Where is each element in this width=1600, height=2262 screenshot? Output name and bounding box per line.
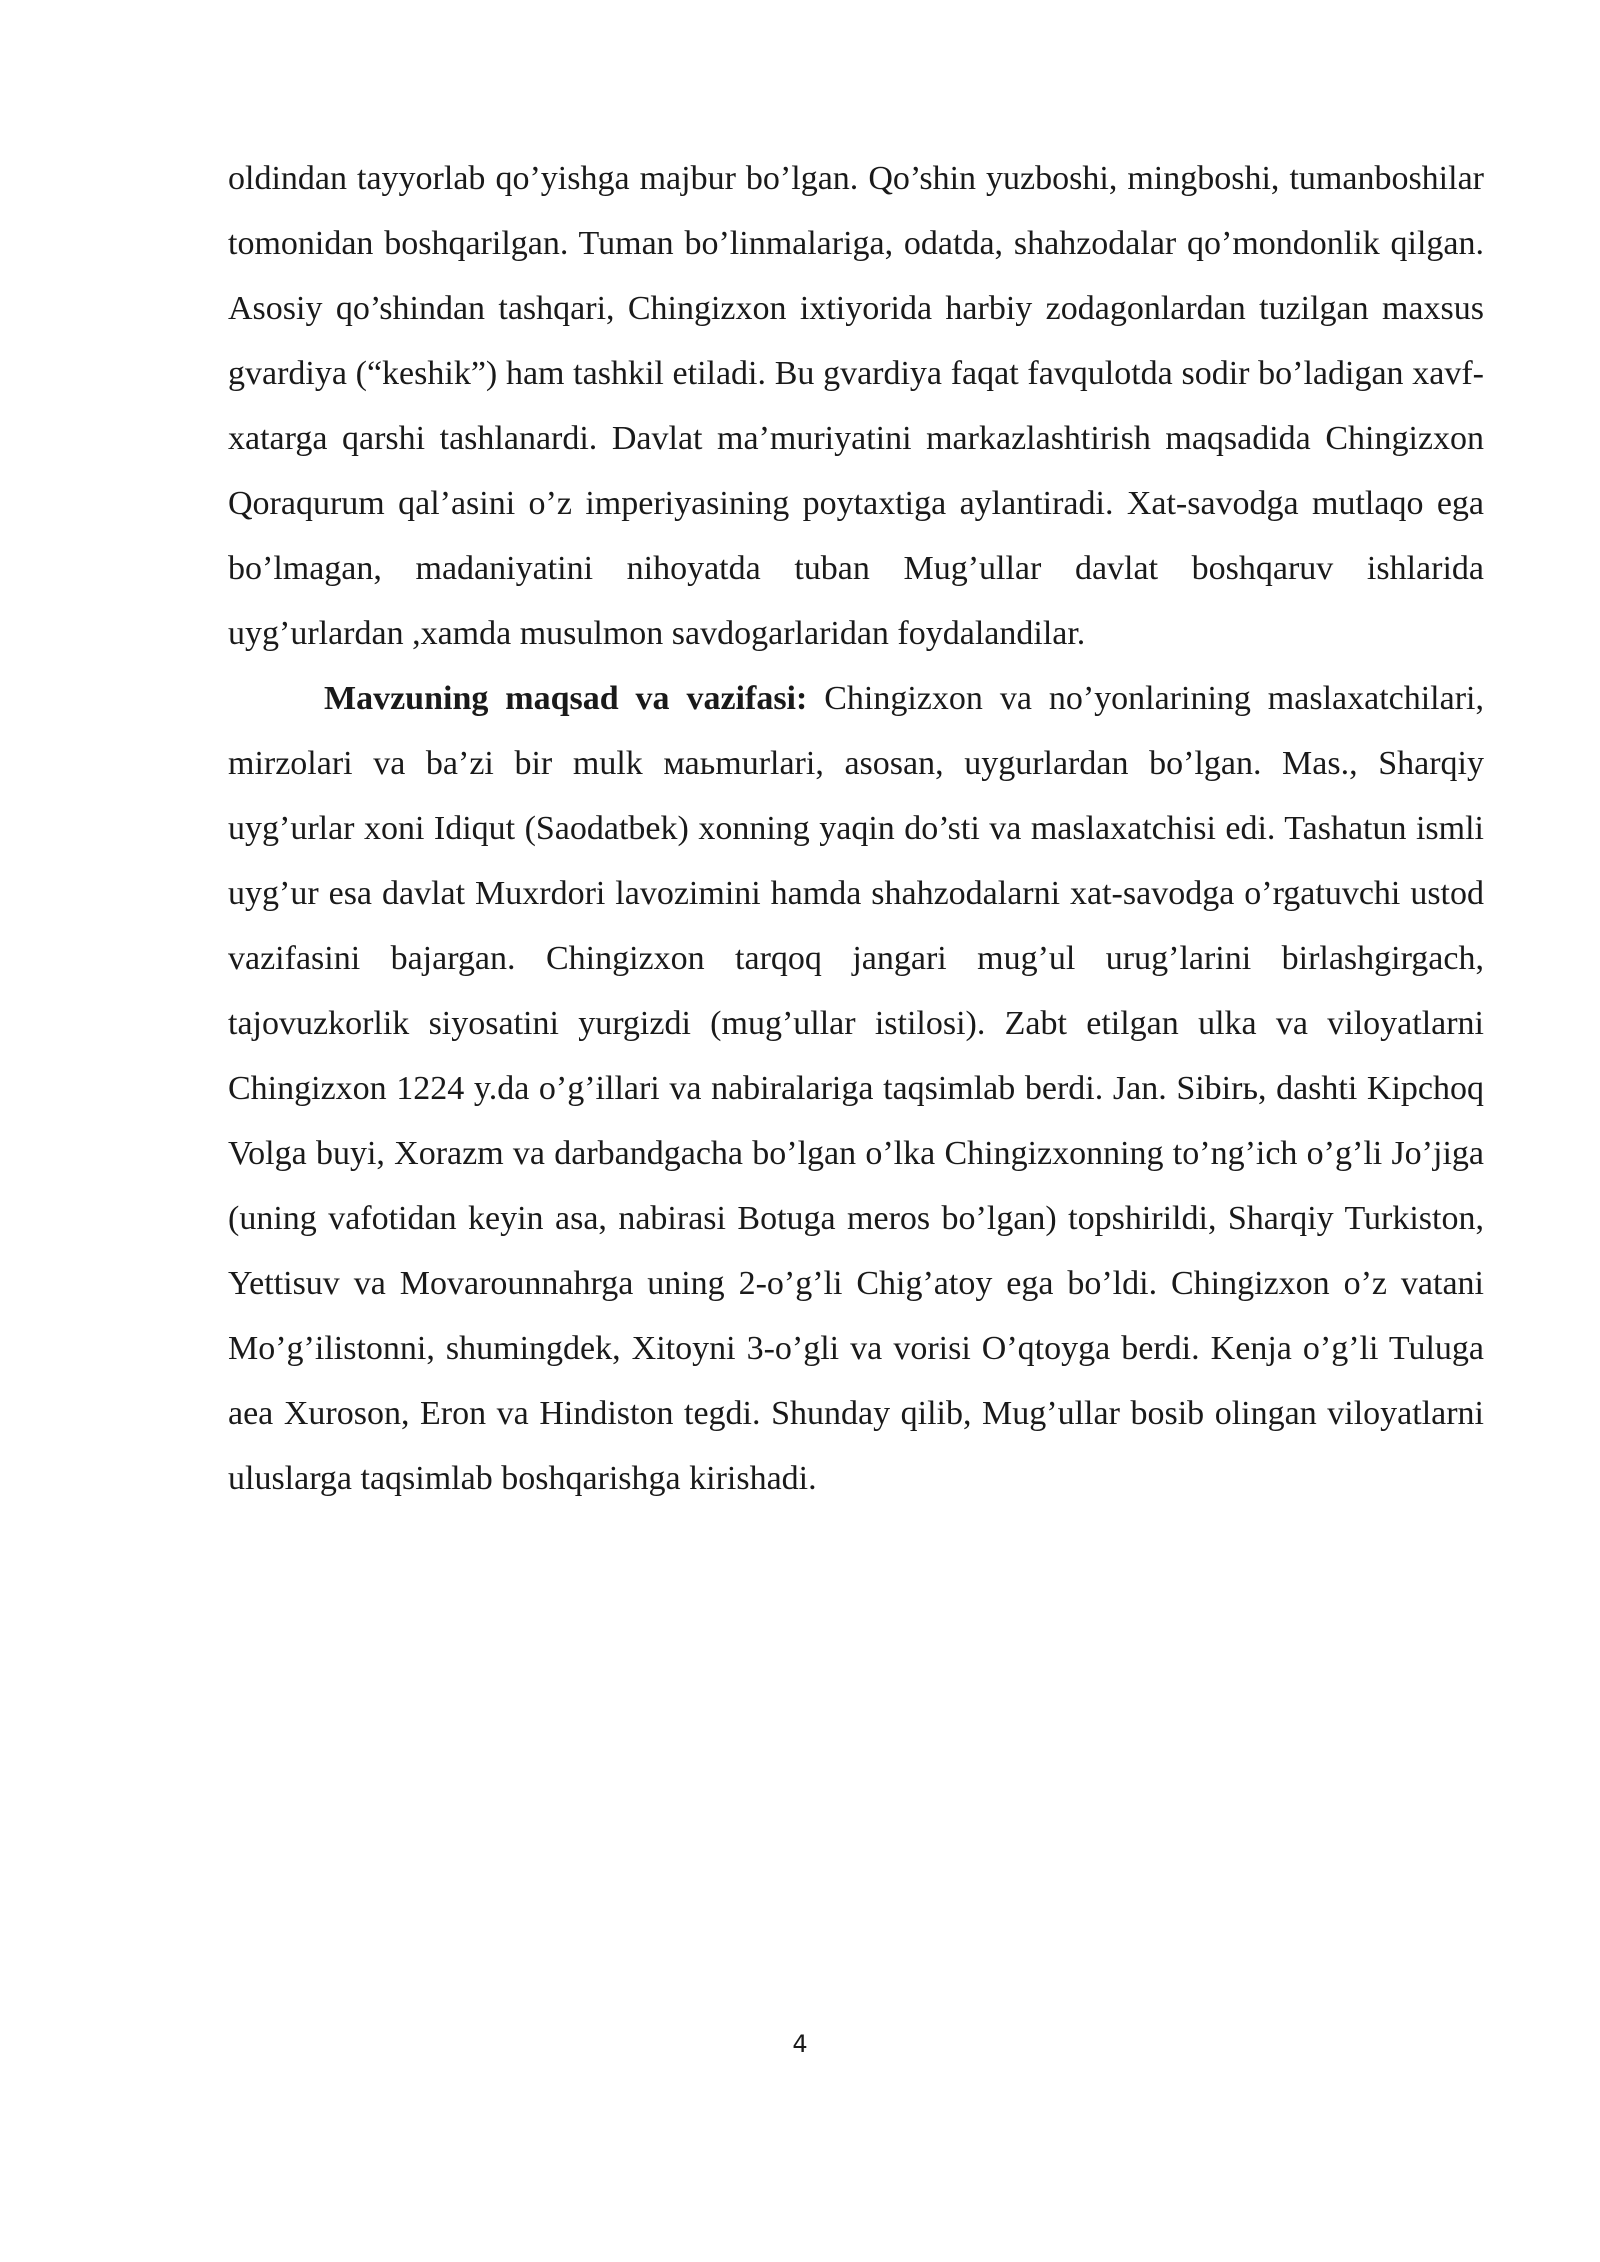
- body-paragraph-2: [228, 666, 1484, 1511]
- section-heading-inline: Mavzuning maqsad va vazifasi:: [324, 680, 808, 717]
- page-number: 4: [792, 2030, 808, 2058]
- body-paragraph-2-text: Chingizxon va no’yonlarining maslaxatchilari, mirzolari va ba’zi bir mulk маьmurlari, asosan, uygurlardan bo’lgan. Mas., Sharqiy uyg’urlar xoni Idiqut (Saodatbek) xonning yaqin do’sti va maslaxatchisi edi. Tashatun ismli uyg’ur esa davlat Muxrdori lavozimini hamda shahzodalarni xat-savodga o’rgatuvchi ustod vazifasini bajargan. Chingizxon tarqoq jangari mug’ul urug’larini birlashgirgach, tajovuzkorlik siyosatini yurgizdi (mug’ullar istilosi). Zabt etilgan ulka va viloyatlarni Chingizxon 1224 y.da o’g’illari va nabiralariga taqsimlab berdi. Jan. Sibirь, dashti Kipchoq Volga buyi, Xorazm va darbandgacha bo’lgan o’lka Chingizxonning to’ng’ich o’g’li Jo’jiga (uning vafotidan keyin asa, nabirasi Botuga meros bo’lgan) topshirildi, Sharqiy Turkiston, Yettisuv va Movarounnahrga uning 2-o’g’li Chig’atoy ega bo’ldi. Chingizxon o’z vatani Mo’g’ilistonni, shumingdek, Xitoyni 3-o’gli va vorisi O’qtoyga berdi. Kenja o’g’li Tuluga aea Xuroson, Eron va Hindiston tegdi. Shunday qilib, Mug’ullar bosib olingan viloyatlarni uluslarga taqsimlab boshqarishga kirishadi.: [228, 680, 1484, 1497]
- body-paragraph-1: oldindan tayyorlab qo’yishga majbur bo’lgan. Qo’shin yuzboshi, mingboshi, tumanboshilar tomonidan boshqarilgan. Tuman bo’linmalariga, odatda, shahzodalar qo’mondonlik qilgan. Asosiy qo’shindan tashqari, Chingizxon ixtiyorida harbiy zodagonlardan tuzilgan maxsus gvardiya (“keshik”) ham tashkil etiladi. Bu gvardiya faqat favqulotda sodir bo’ladigan xavf-xatarga qarshi tashlanardi. Davlat ma’muriyatini markazlashtirish maqsadida Chingizxon Qoraqurum qal’asini o’z imperiyasining poytaxtiga aylantiradi. Xat-savodga mutlaqo ega bo’lmagan, madaniyatini nihoyatda tuban Mug’ullar davlat boshqaruv ishlarida uyg’urlardan ,xamda musulmon savdogarlaridan foydalandilar.: [228, 160, 1484, 652]
- document-body: [228, 146, 1484, 1511]
